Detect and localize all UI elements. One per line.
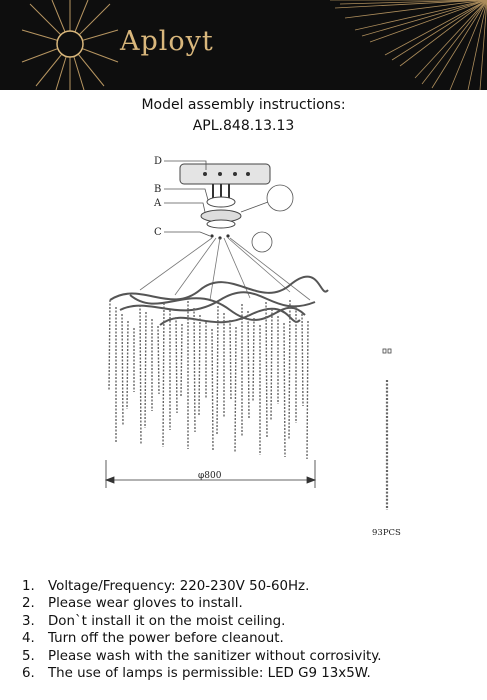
instruction-item: 5. Please wash with the sanitizer without corrosivity. (22, 648, 382, 664)
crystal-strand (140, 305, 141, 445)
label-b: B (154, 184, 162, 195)
instruction-item: 1. Voltage/Frequency: 220-230V 50-60Hz. (22, 579, 310, 594)
label-d: D (154, 156, 163, 167)
instruction-item: 2. Please wear gloves to install. (22, 596, 243, 612)
crystal-strand (127, 321, 128, 409)
crystal-strand (302, 314, 303, 406)
model-number: APL.848.13.13 (192, 118, 295, 134)
instruction-item: 4. Turn off the power before cleanout. (22, 631, 284, 647)
crystal-strand (248, 311, 249, 419)
pieces-count: 93PCS (372, 528, 401, 538)
crystal-strand (253, 318, 254, 402)
crystal-strand (109, 300, 110, 390)
label-c: C (154, 227, 162, 238)
crystal-strand (212, 329, 213, 451)
crystal-strand (307, 321, 308, 459)
crystal-strand (289, 300, 290, 440)
crystal-strand (284, 323, 285, 457)
ceiling-plate (180, 164, 270, 184)
crystal-strand (235, 327, 236, 453)
crystal-strand (163, 303, 164, 447)
crystal-strand (271, 309, 272, 421)
crystal-strand (158, 326, 159, 394)
instructions-list (22, 578, 382, 682)
crystal-strand (266, 302, 267, 438)
chandelier-assembly-drawing (100, 150, 430, 550)
crystal-strand (230, 320, 231, 400)
brand-header (0, 0, 487, 90)
instruction-item: 6. The use of lamps is permissible: LED G9 13x5W. (22, 666, 371, 682)
diameter-label: φ800 (198, 471, 222, 481)
brand-logo-text: Aployt (120, 26, 214, 57)
instruction-item: 3. Don`t install it on the moist ceiling. (22, 613, 286, 629)
crystal-strand (122, 314, 123, 426)
crystal-strand (145, 312, 146, 428)
crystal-strand (217, 306, 218, 434)
sunburst-decoration (0, 0, 487, 90)
crystal-strand (181, 324, 182, 396)
crystal-strand (176, 317, 177, 413)
crystal-strand (199, 315, 200, 415)
instructions-title: Model assembly instructions: (141, 97, 346, 113)
label-a: A (154, 198, 162, 209)
crystal-strand (194, 308, 195, 432)
